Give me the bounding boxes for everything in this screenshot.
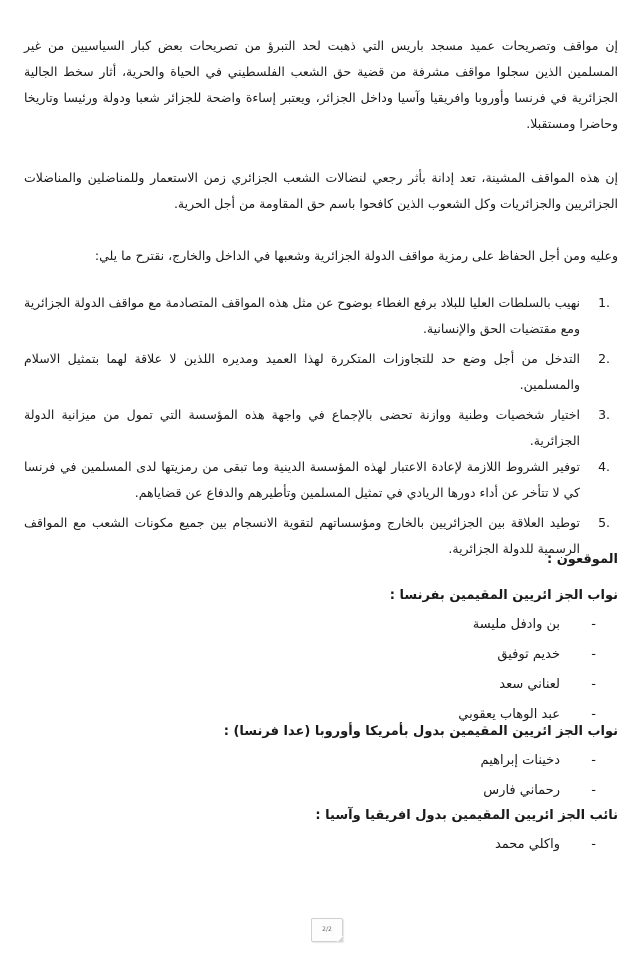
proposal-item — [24, 454, 618, 506]
member-item — [24, 746, 618, 776]
dash-bullet: - — [591, 753, 596, 768]
proposal-number: 5. — [598, 515, 610, 530]
member-item — [24, 830, 618, 860]
dash-bullet: - — [591, 617, 596, 632]
proposal-text: توطيد العلاقة بين الجزائريين بالخارج ومؤسساتهم لتقوية الانسجام بين جميع مكونات الشعب مع المواقف الرسمية للدولة الجزائرية. — [24, 515, 580, 556]
member-name: خديم توفيق — [497, 647, 560, 662]
member-item — [24, 610, 618, 640]
page-number-badge: 2/2 — [311, 918, 343, 942]
signatory-group-france — [24, 586, 618, 730]
proposal-text: نهيب بالسلطات العليا للبلاد برفع الغطاء بوضوح عن مثل هذه المواقف المتصادمة مع مواقف الدولة الجزائرية ومع مقتضيات الحق والإنسانية. — [24, 295, 580, 336]
proposal-number: 4. — [598, 459, 610, 474]
member-name: لعناني سعد — [499, 677, 560, 692]
proposal-text: اختيار شخصيات وطنية ووازنة تحضى بالإجماع في واجهة هذه المؤسسة التي تمول من ميزانية الدولة الجزائرية. — [24, 407, 580, 448]
dash-bullet: - — [591, 677, 596, 692]
paragraph-condemnation: إن هذه المواقف المشينة، تعد إدانة بأثر رجعي لنضالات الشعب الجزائري زمن الاستعمار وللمناضلين والمناضلات الجزائريين والجزائريات وكل الشعوب الذين كافحوا باسم حق المقاومة من أجل الحرية. — [24, 170, 618, 211]
member-name: دخينات إبراهيم — [480, 753, 560, 768]
group-title: نائب الجز ائريين المقيمين بدول افريقيا وآسيا : — [315, 808, 618, 823]
member-list — [24, 610, 618, 730]
proposal-text: توفير الشروط اللازمة لإعادة الاعتبار لهذه المؤسسة الدينية وما تبقى من رمزيتها لدى المسلمين في فرنسا كي لا تتأخر عن أداء دورها الريادي في تمثيل المسلمين وتأطيرهم والدفاع عن قضاياهم. — [24, 459, 580, 500]
paragraph-proposals-lead: وعليه ومن أجل الحفاظ على رمزية مواقف الدولة الجزائرية وشعبها في الداخل والخارج، نقترح ما يلي: — [94, 248, 618, 263]
signatory-group-america-europe — [24, 722, 618, 806]
member-name: عبد الوهاب يعقوبي — [458, 707, 560, 722]
member-list — [24, 830, 618, 860]
proposals-list — [24, 290, 618, 566]
member-item — [24, 640, 618, 670]
signatories-section — [24, 550, 618, 570]
dash-bullet: - — [591, 837, 596, 852]
member-name: واكلي محمد — [494, 837, 560, 852]
group-title: نواب الجز ائريين المقيمين بفرنسا : — [389, 588, 618, 603]
signatories-heading: الموقعون : — [546, 552, 618, 567]
signatory-group-africa-asia — [24, 806, 618, 860]
member-name: رحماني فارس — [483, 783, 560, 798]
dash-bullet: - — [591, 783, 596, 798]
member-item — [24, 776, 618, 806]
proposal-item — [24, 402, 618, 454]
group-title: نواب الجز ائريين المقيمين بدول بأمريكا وأوروبا (عدا فرنسا) : — [223, 724, 618, 739]
paragraph-intro: إن مواقف وتصريحات عميد مسجد باريس التي ذهبت لحد التبرؤ من تصريحات بعض كبار السياسيين من غير المسلمين الذين سجلوا مواقف مشرفة من قضية حق الشعب الفلسطيني في الحياة والحرية، أثار سخط الجالية الجزائرية في فرنسا وأوروبا وافريقيا وآسيا وداخل الجزائر، ويعتبر إساءة واضحة للجزائر شعبا ودولة ورئيسا وتاريخا وحاضرا ومستقبلا. — [24, 38, 618, 131]
proposal-number: 3. — [598, 407, 610, 422]
proposal-text: التدخل من أجل وضع حد للتجاوزات المتكررة لهذا العميد ومديره اللذين لا علاقة لهما بتمثيل الاسلام والمسلمين. — [24, 351, 580, 392]
member-list — [24, 746, 618, 806]
proposal-number: 2. — [598, 351, 610, 366]
proposal-number: 1. — [598, 295, 610, 310]
proposal-item — [24, 346, 618, 398]
proposal-item — [24, 290, 618, 342]
member-item — [24, 670, 618, 700]
dash-bullet: - — [591, 647, 596, 662]
dash-bullet: - — [591, 707, 596, 722]
member-name: بن وادفل مليسة — [472, 617, 560, 632]
